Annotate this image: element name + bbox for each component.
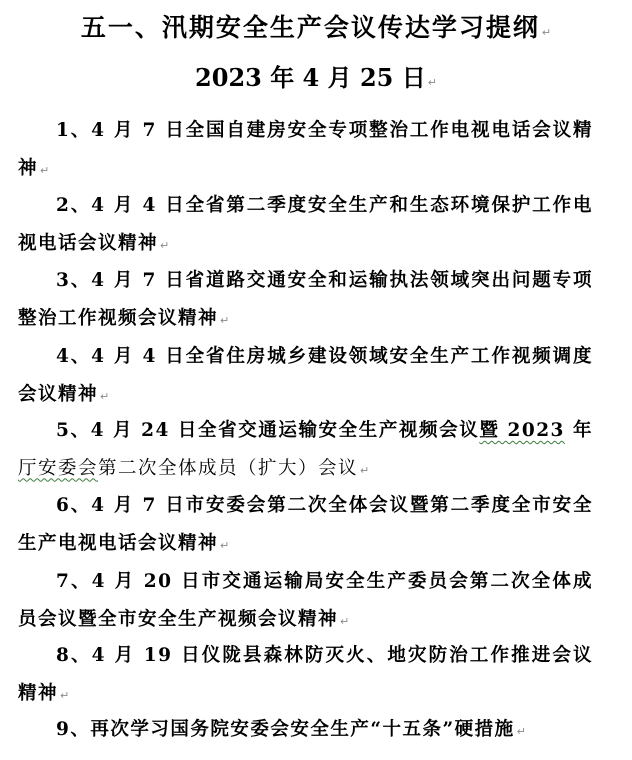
paragraph-mark-icon: ↵ (40, 163, 50, 177)
list-item-text: 5、4 月 24 日全省交通运输安全生产视频会议 (56, 420, 480, 441)
paragraph-mark-icon: ↵ (516, 725, 526, 738)
list-item-text: 年 (564, 420, 593, 441)
list-item-text: 3、4 月 7 日省道路交通安全和运输执法领域突出问题专项整治工作视频会议精神 (18, 270, 593, 329)
paragraph-mark-icon: ↵ (60, 688, 70, 702)
list-item-text: 6、4 月 7 日市安委会第二次全体会议暨第二季度全市安全生产电视电话会议精神 (18, 495, 593, 554)
list-item-3 (18, 262, 593, 339)
paragraph-mark-icon: ↵ (220, 313, 230, 327)
list-item-text: 7、4 月 20 日市交通运输局安全生产委员会第二次全体成员会议暨全市安全生产视频会议精神 (18, 571, 593, 630)
list-item-9 (18, 711, 593, 751)
paragraph-mark-icon: ↵ (427, 76, 437, 89)
list-item-text: 1、4 月 7 日全国自建房安全专项整治工作电视电话会议精神 (18, 120, 593, 179)
paragraph-mark-icon: ↵ (541, 26, 552, 39)
paragraph-mark-icon: ↵ (340, 614, 350, 628)
paragraph-mark-icon: ↵ (100, 389, 110, 403)
paragraph-mark-icon: ↵ (360, 463, 370, 477)
list-item-1 (18, 112, 593, 189)
list-item-text: 9、再次学习国务院安委会安全生产“十五条”硬措施 (56, 719, 515, 740)
title-text: 五一、汛期安全生产会议传达学习提纲 (80, 13, 540, 42)
list-item-2 (18, 187, 593, 264)
paragraph-mark-icon: ↵ (220, 538, 230, 552)
list-item-4 (18, 338, 593, 415)
date-text: 2023 年 4 月 25 日 (195, 63, 426, 92)
list-item-6 (18, 487, 593, 564)
list-item-5 (18, 412, 593, 489)
list-item-text: 4、4 月 4 日全省住房城乡建设领域安全生产工作视频调度会议精神 (18, 346, 593, 405)
list-item-text: 第二次全体成员（扩大）会议 (98, 457, 359, 479)
list-item-8 (18, 637, 593, 714)
document-title (0, 9, 632, 52)
list-item-text: 8、4 月 19 日仪陇县森林防灭火、地灾防治工作推进会议精神 (18, 645, 593, 704)
list-item-text: 2、4 月 4 日全省第二季度安全生产和生态环境保护工作电视电话会议精神 (18, 195, 593, 254)
document-date (0, 60, 632, 101)
paragraph-mark-icon: ↵ (160, 238, 170, 252)
grammar-flagged-text: 厅安委会 (18, 457, 99, 479)
list-item-7 (18, 563, 593, 640)
grammar-flagged-text: 暨 2023 (479, 420, 565, 441)
